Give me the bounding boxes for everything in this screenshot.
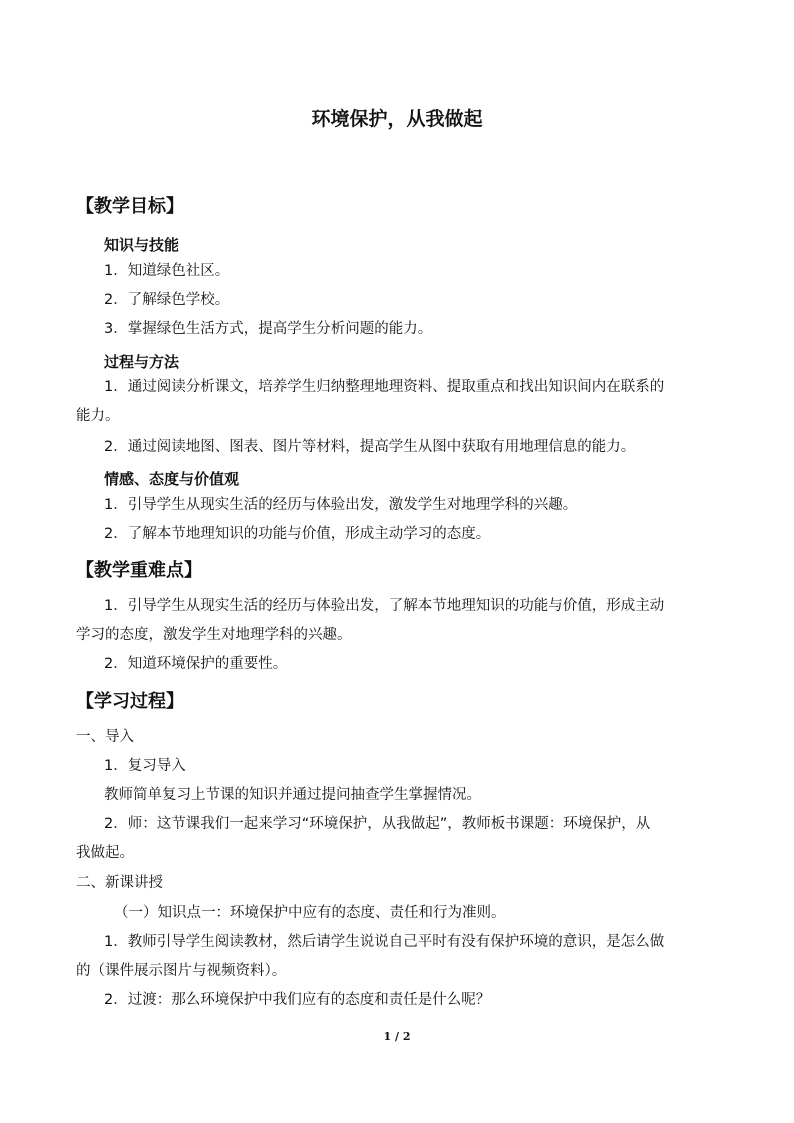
paragraph: 的（课件展示图片与视频资料）。	[76, 963, 287, 979]
paragraph: 1．复习导入	[104, 758, 186, 774]
paragraph: 2．师：这节课我们一起来学习“环境保护，从我做起”，教师板书课题：环境保护，从	[104, 816, 651, 832]
paragraph: 教师简单复习上节课的知识并通过提问抽查学生掌握情况。	[104, 787, 481, 803]
document-title: 环境保护，从我做起	[311, 108, 483, 130]
subheading-knowledge: 知识与技能	[104, 236, 180, 254]
paragraph: 学习的态度，激发学生对地理学科的兴趣。	[76, 627, 352, 643]
paragraph: 1．引导学生从现实生活的经历与体验出发，激发学生对地理学科的兴趣。	[104, 497, 578, 513]
paragraph: 2．通过阅读地图、图表、图片等材料，提高学生从图中获取有用地理信息的能力。	[104, 439, 636, 455]
paragraph: 我做起。	[76, 845, 134, 861]
paragraph: 2．了解本节地理知识的功能与价值，形成主动学习的态度。	[104, 526, 491, 542]
paragraph: 能力。	[76, 408, 120, 424]
paragraph: 3．掌握绿色生活方式，提高学生分析问题的能力。	[104, 321, 433, 337]
subheading-emotion: 情感、态度与价值观	[104, 470, 240, 488]
paragraph: 1．教师引导学生阅读教材，然后请学生说说自己平时有没有保护环境的意识，是怎么做	[104, 934, 665, 950]
page-number: 1 / 2	[383, 1030, 411, 1043]
paragraph: 2．知道环境保护的重要性。	[104, 656, 288, 672]
section-heading-process: 【学习过程】	[76, 691, 184, 712]
paragraph: （一）知识点一：环境保护中应有的态度、责任和行为准则。	[114, 905, 506, 921]
paragraph: 1．知道绿色社区。	[104, 263, 230, 279]
paragraph: 1．引导学生从现实生活的经历与体验出发，了解本节地理知识的功能与价值，形成主动	[104, 598, 665, 614]
subheading-process-method: 过程与方法	[104, 353, 180, 371]
paragraph: 2．了解绿色学校。	[104, 292, 230, 308]
paragraph: 1．通过阅读分析课文，培养学生归纳整理地理资料、提取重点和找出知识间内在联系的	[104, 379, 665, 395]
subsection-heading-intro: 一、导入	[76, 729, 134, 745]
section-heading-keypoints: 【教学重难点】	[76, 560, 202, 581]
section-heading-goals: 【教学目标】	[76, 196, 184, 217]
paragraph: 2．过渡：那么环境保护中我们应有的态度和责任是什么呢？	[104, 992, 491, 1008]
subsection-heading-newlesson: 二、新课讲授	[76, 875, 163, 891]
